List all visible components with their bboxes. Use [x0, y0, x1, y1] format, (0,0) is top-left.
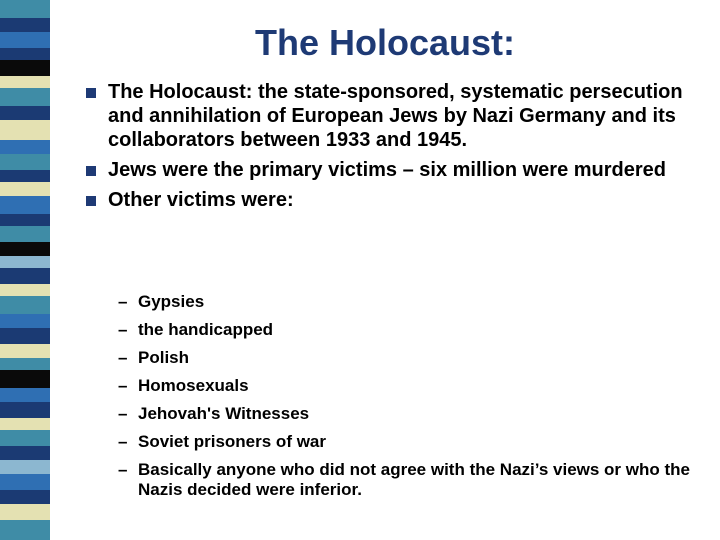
sub-bullet-item	[118, 320, 718, 340]
stripe	[0, 296, 50, 314]
stripe	[0, 140, 50, 154]
stripe	[0, 106, 50, 120]
sub-bullet-text: Soviet prisoners of war	[138, 432, 326, 451]
sub-bullet-text: Jehovah's Witnesses	[138, 404, 310, 423]
stripe	[0, 418, 50, 430]
decorative-stripe-bar	[0, 0, 50, 540]
stripe	[0, 430, 50, 446]
sub-bullet-text: Homosexuals	[138, 376, 249, 395]
stripe	[0, 328, 50, 344]
bullet-text: Other victims were:	[108, 189, 294, 211]
bullet-item	[84, 80, 704, 152]
stripe	[0, 0, 50, 18]
stripe	[0, 182, 50, 196]
bullet-item	[84, 158, 704, 182]
stripe	[0, 242, 50, 256]
sub-bullet-item	[118, 376, 718, 396]
dash-bullet-icon: –	[118, 320, 128, 339]
stripe	[0, 256, 50, 268]
dash-bullet-icon: –	[118, 348, 128, 367]
stripe	[0, 402, 50, 418]
stripe	[0, 284, 50, 296]
sub-bullet-text: Polish	[138, 348, 190, 367]
stripe	[0, 388, 50, 402]
bullet-text: The Holocaust: the state-sponsored, systematic persecution and annihilation of European Jews by Nazi Germany and its collaborators between 1933 and 1945.	[108, 81, 683, 151]
stripe	[0, 18, 50, 32]
sub-bullet-list	[118, 292, 718, 508]
dash-bullet-icon: –	[118, 292, 128, 311]
stripe	[0, 76, 50, 88]
stripe	[0, 358, 50, 370]
sub-bullet-text: the handicapped	[138, 320, 274, 339]
stripe	[0, 474, 50, 490]
dash-bullet-icon: –	[118, 432, 128, 451]
bullet-list	[84, 80, 704, 218]
square-bullet-icon	[86, 88, 96, 98]
stripe	[0, 60, 50, 76]
stripe	[0, 370, 50, 388]
stripe	[0, 490, 50, 504]
stripe	[0, 344, 50, 358]
stripe	[0, 154, 50, 170]
stripe	[0, 520, 50, 540]
sub-bullet-item	[118, 460, 718, 500]
bullet-item	[84, 188, 704, 212]
sub-bullet-item	[118, 348, 718, 368]
stripe	[0, 88, 50, 106]
dash-bullet-icon: –	[118, 404, 128, 423]
sub-bullet-item	[118, 432, 718, 452]
stripe	[0, 446, 50, 460]
sub-bullet-text: Basically anyone who did not agree with the Nazi’s views or who the Nazis decided were inferior.	[138, 460, 690, 499]
stripe	[0, 170, 50, 182]
sub-bullet-item	[118, 292, 718, 312]
stripe	[0, 460, 50, 474]
dash-bullet-icon: –	[118, 460, 128, 479]
sub-bullet-text: Gypsies	[138, 292, 205, 311]
stripe	[0, 214, 50, 226]
stripe	[0, 32, 50, 48]
slide-title: The Holocaust:	[254, 22, 515, 63]
stripe	[0, 314, 50, 328]
stripe	[0, 120, 50, 140]
stripe	[0, 48, 50, 60]
sub-bullet-item	[118, 404, 718, 424]
dash-bullet-icon: –	[118, 376, 128, 395]
stripe	[0, 268, 50, 284]
stripe	[0, 504, 50, 520]
bullet-text: Jews were the primary victims – six million were murdered	[108, 159, 667, 181]
stripe	[0, 196, 50, 214]
square-bullet-icon	[86, 196, 96, 206]
stripe	[0, 226, 50, 242]
square-bullet-icon	[86, 166, 96, 176]
